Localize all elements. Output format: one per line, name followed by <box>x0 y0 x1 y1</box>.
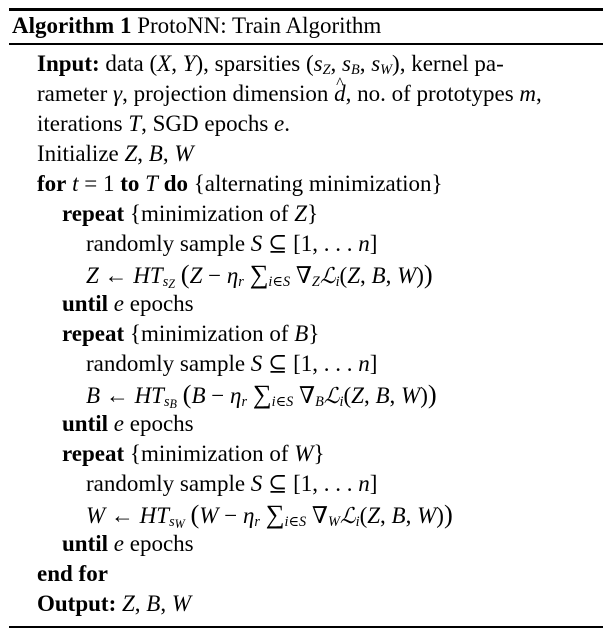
for-comment: {alternating minimization} <box>193 171 443 196</box>
input-line-1: Input: data (X, Y), sparsities ($s_Z$, $s_B$, $s_W$), kernel pa- <box>37 51 504 78</box>
input-keyword: Input: <box>37 51 100 76</box>
algorithm-title <box>12 12 381 40</box>
do-keyword: do <box>163 171 189 196</box>
algorithm-name: ProtoNN: Train Algorithm <box>137 13 382 38</box>
for-line: for t = 1 to T do {alternating minimization} <box>37 171 443 196</box>
sample-line-b: randomly sample S ⊆ [1, . . . n] <box>86 351 378 376</box>
output-line: Output: Z, B, W <box>37 591 192 616</box>
end-for-line <box>37 560 108 588</box>
update-line-z: Z ← $HT_{s_Z}$ ($Z - \eta_r$ $\sum_{i\in S}$ $\nabla_Zℒ_i(Z$, B, W)) <box>86 259 433 291</box>
bottom-rule <box>9 626 603 628</box>
until-keyword: until <box>62 411 109 436</box>
output-keyword: Output: <box>37 591 117 616</box>
sample-line-w: randomly sample S ⊆ [1, . . . n] <box>86 471 378 496</box>
until-line-b: until e epochs <box>62 411 194 436</box>
update-line-b: B ← $HT_{s_B}$ ($B - \eta_r$ $\sum_{i\in S}$ $\nabla_Bℒ_i(Z$, B, W)) <box>86 379 437 411</box>
repeat-line-z: repeat {minimization of Z} <box>62 201 319 226</box>
until-keyword: until <box>62 291 109 316</box>
sample-line-z: randomly sample S ⊆ [1, . . . n] <box>86 231 378 256</box>
repeat-line-w: repeat {minimization of W} <box>62 441 325 466</box>
initialize-line: Initialize Z, B, W <box>37 141 194 166</box>
title-rule <box>9 43 603 45</box>
algorithm-label: Algorithm 1 <box>12 13 132 38</box>
until-line-z: until e epochs <box>62 291 194 316</box>
repeat-keyword: repeat <box>62 201 125 226</box>
until-line-w: until e epochs <box>62 531 194 556</box>
update-line-w: W ← $HT_{s_W}$ ($W - \eta_r$ $\sum_{i\in S}$ $\nabla_Wℒ_i(Z$, B, W)) <box>86 499 453 531</box>
for-keyword: for <box>37 171 67 196</box>
until-keyword: until <box>62 531 109 556</box>
repeat-keyword: repeat <box>62 321 125 346</box>
input-line-3: iterations T, SGD epochs e. <box>37 111 290 136</box>
repeat-line-b: repeat {minimization of B} <box>62 321 320 346</box>
end-for-keyword: end for <box>37 561 108 586</box>
input-line-2: rameter γ, projection dimension ^ d, no. of prototypes m, <box>37 80 542 108</box>
top-rule <box>9 8 603 11</box>
repeat-keyword: repeat <box>62 441 125 466</box>
